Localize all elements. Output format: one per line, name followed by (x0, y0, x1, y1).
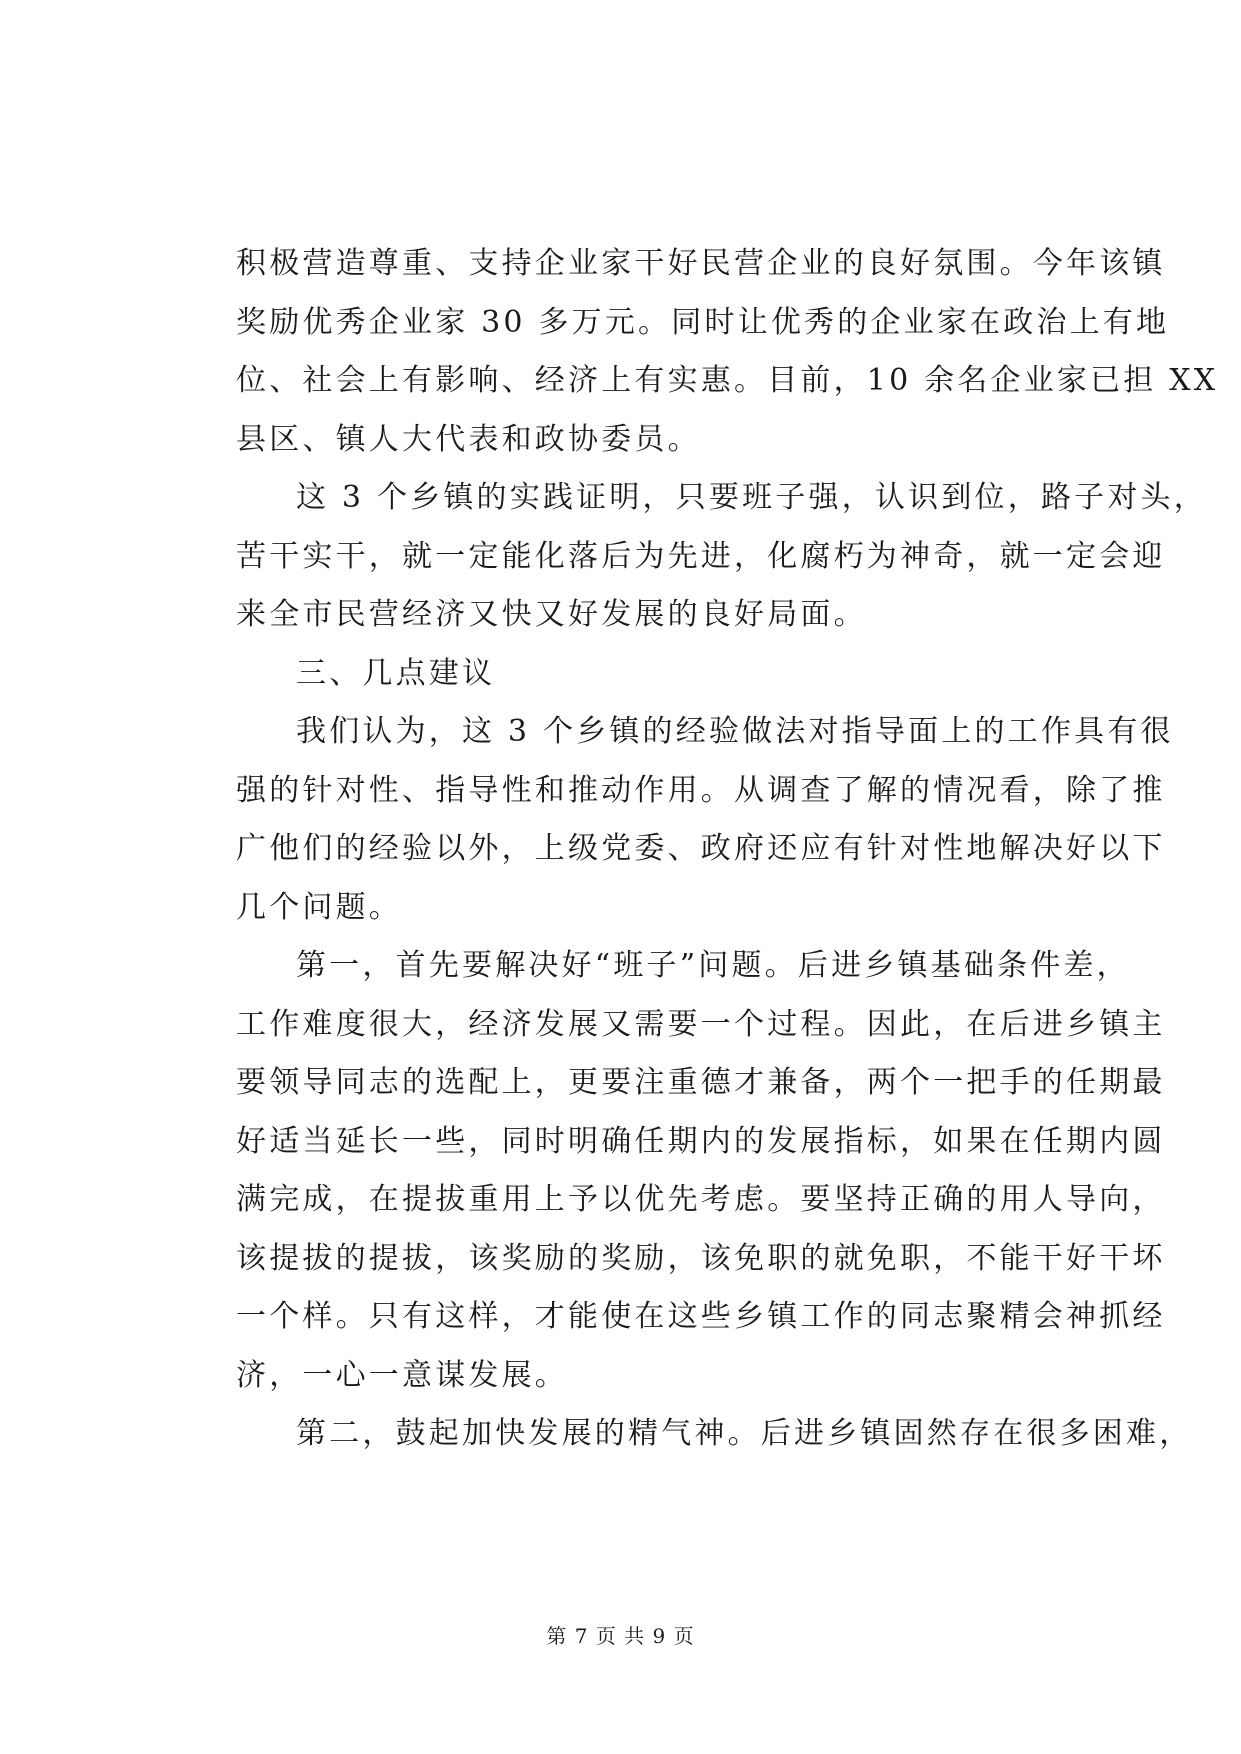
text-line: 位、社会上有影响、经济上有实惠。目前，10 余名企业家已担 XX (236, 363, 1219, 398)
section-heading: 三、几点建议 (296, 655, 496, 691)
text-line: 强的针对性、指导性和推动作用。从调查了解的情况看，除了推 (236, 772, 1166, 808)
paragraph-first-line: 这 3 个乡镇的实践证明，只要班子强，认识到位，路子对头， (296, 480, 1207, 515)
text-line: 广他们的经验以外，上级党委、政府还应有针对性地解决好以下 (236, 831, 1166, 866)
text-line: 奖励优秀企业家 30 多万元。同时让优秀的企业家在政治上有地 (236, 304, 1170, 340)
text-line: 工作难度很大，经济发展又需要一个过程。因此，在后进乡镇主 (236, 1006, 1166, 1042)
text-line: 积极营造尊重、支持企业家干好民营企业的良好氛围。今年该镇 (236, 246, 1166, 281)
text-line: 几个问题。 (236, 889, 402, 925)
text-line: 好适当延长一些，同时明确任期内的发展指标，如果在任期内圆 (236, 1123, 1166, 1159)
text-line: 一个样。只有这样，才能使在这些乡镇工作的同志聚精会神抓经 (236, 1299, 1166, 1334)
text-line: 县区、镇人大代表和政协委员。 (236, 421, 701, 457)
text-line: 济，一心一意谋发展。 (236, 1357, 568, 1393)
text-line: 该提拔的提拔，该奖励的奖励，该免职的就免职，不能干好干坏 (236, 1240, 1166, 1276)
page-number-footer: 第 7 页 共 9 页 (546, 1624, 695, 1648)
text-line: 来全市民营经济又快又好发展的良好局面。 (236, 597, 867, 632)
text-line: 苦干实干，就一定能化落后为先进，化腐朽为神奇，就一定会迎 (236, 538, 1166, 574)
text-line: 要领导同志的选配上，更要注重德才兼备，两个一把手的任期最 (236, 1065, 1166, 1100)
paragraph-first-line: 第一，首先要解决好“班子”问题。后进乡镇基础条件差， (296, 948, 1130, 983)
text-line: 满完成，在提拔重用上予以优先考虑。要坚持正确的用人导向， (236, 1182, 1166, 1217)
paragraph-first-line: 我们认为，这 3 个乡镇的经验做法对指导面上的工作具有很 (296, 714, 1174, 749)
document-body (236, 235, 1219, 1464)
paragraph-first-line: 第二，鼓起加快发展的精气神。后进乡镇固然存在很多困难， (296, 1416, 1193, 1451)
